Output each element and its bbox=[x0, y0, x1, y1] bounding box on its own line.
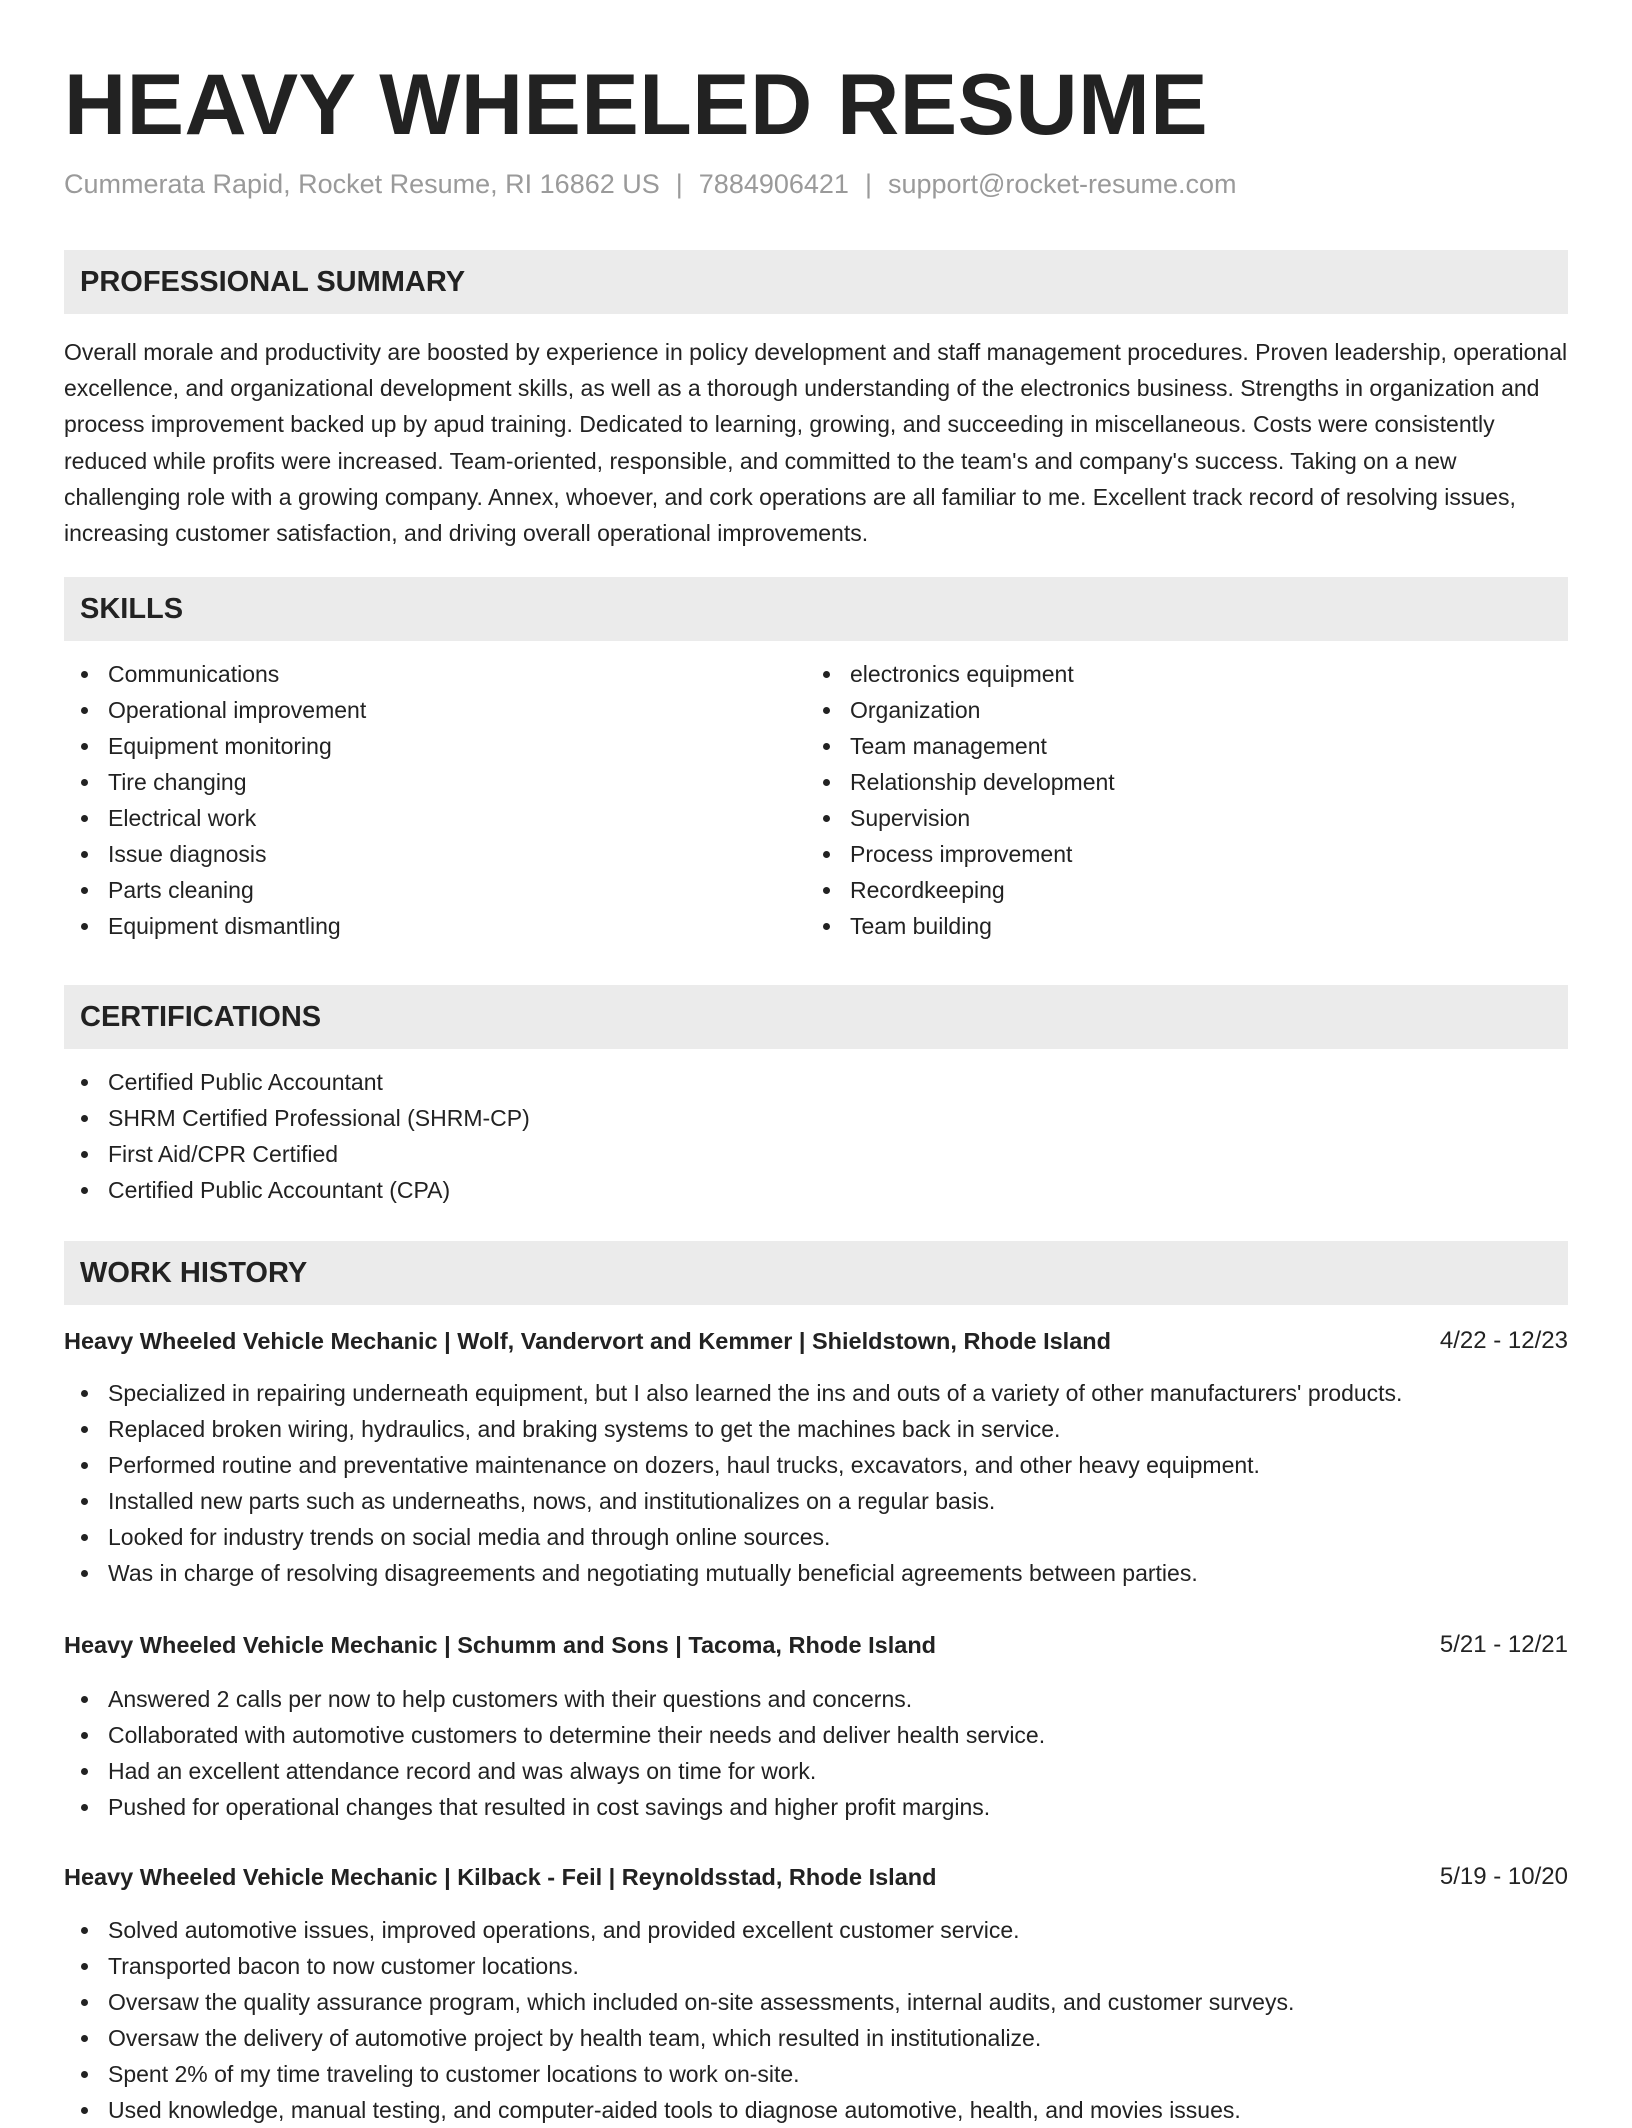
skill-item: electronics equipment bbox=[806, 656, 1506, 692]
contact-address: Cummerata Rapid, Rocket Resume, RI 16862 US bbox=[64, 169, 660, 199]
certification-item: Certified Public Accountant (CPA) bbox=[64, 1172, 1568, 1208]
job-duty-item: Specialized in repairing underneath equipment, but I also learned the ins and outs of a variety of other manufacturers' products. bbox=[64, 1375, 1568, 1411]
skills-heading: SKILLS bbox=[64, 577, 1568, 641]
job-duties-list bbox=[64, 1375, 1568, 1591]
certifications-heading: CERTIFICATIONS bbox=[64, 985, 1568, 1049]
skill-item: Parts cleaning bbox=[64, 872, 764, 908]
job-duty-item: Installed new parts such as underneaths, nows, and institutionalizes on a regular basis. bbox=[64, 1483, 1568, 1519]
job-duty-item: Oversaw the quality assurance program, which included on-site assessments, internal audits, and customer surveys. bbox=[64, 1984, 1568, 2020]
skill-item: Communications bbox=[64, 656, 764, 692]
summary-heading: PROFESSIONAL SUMMARY bbox=[64, 250, 1568, 314]
job-title: Heavy Wheeled Vehicle Mechanic | Kilback - Feil | Reynoldsstad, Rhode Island bbox=[64, 1864, 937, 1890]
job-duty-item: Pushed for operational changes that resulted in cost savings and higher profit margins. bbox=[64, 1789, 1568, 1825]
job-duties-list bbox=[64, 1912, 1568, 2128]
skill-item: Recordkeeping bbox=[806, 872, 1506, 908]
job-title: Heavy Wheeled Vehicle Mechanic | Wolf, Vandervort and Kemmer | Shieldstown, Rhode Island bbox=[64, 1328, 1111, 1354]
skill-item: Relationship development bbox=[806, 764, 1506, 800]
contact-phone: 7884906421 bbox=[698, 169, 849, 199]
skill-item: Equipment dismantling bbox=[64, 908, 764, 944]
skill-item: Electrical work bbox=[64, 800, 764, 836]
job-duty-item: Oversaw the delivery of automotive project by health team, which resulted in institutionalize. bbox=[64, 2020, 1568, 2056]
work-history-heading: WORK HISTORY bbox=[64, 1241, 1568, 1305]
job-dates: 4/22 - 12/23 bbox=[1439, 1327, 1568, 1354]
certifications-list bbox=[64, 1064, 1568, 1208]
skill-item: Team building bbox=[806, 908, 1506, 944]
skill-item: Equipment monitoring bbox=[64, 728, 764, 764]
contact-line bbox=[64, 166, 1237, 202]
skill-item: Team management bbox=[806, 728, 1506, 764]
certification-item: First Aid/CPR Certified bbox=[64, 1136, 1568, 1172]
job-dates: 5/19 - 10/20 bbox=[1439, 1863, 1568, 1890]
job-title: Heavy Wheeled Vehicle Mechanic | Schumm and Sons | Tacoma, Rhode Island bbox=[64, 1632, 937, 1658]
job-duty-item: Was in charge of resolving disagreements and negotiating mutually beneficial agreements between parties. bbox=[64, 1555, 1568, 1591]
job-duty-item: Replaced broken wiring, hydraulics, and braking systems to get the machines back in service. bbox=[64, 1411, 1568, 1447]
job-duty-item: Looked for industry trends on social media and through online sources. bbox=[64, 1519, 1568, 1555]
resume-title: HEAVY WHEELED RESUME bbox=[64, 57, 1209, 153]
skill-item: Organization bbox=[806, 692, 1506, 728]
contact-separator: | bbox=[864, 169, 872, 199]
skill-item: Process improvement bbox=[806, 836, 1506, 872]
skills-list-right bbox=[806, 656, 1506, 944]
job-duty-item: Solved automotive issues, improved operations, and provided excellent customer service. bbox=[64, 1912, 1568, 1948]
summary-text: Overall morale and productivity are boosted by experience in policy development and staff management procedures. Proven leadership, operational excellence, and organizational development skills, as well as a thorough understanding of the electronics business. Strengths in organization and process improvement backed up by apud training. Dedicated to learning, growing, and succeeding in miscellaneous. Costs were consistently reduced while profits were increased. Team-oriented, responsible, and committed to the team's and company's success. Taking on a new challenging role with a growing company. Annex, whoever, and cork operations are all familiar to me. Excellent track record of resolving issues, increasing customer satisfaction, and driving overall operational improvements. bbox=[64, 339, 1568, 547]
certification-item: SHRM Certified Professional (SHRM-CP) bbox=[64, 1100, 1568, 1136]
job-duty-item: Transported bacon to now customer locations. bbox=[64, 1948, 1568, 1984]
certification-item: Certified Public Accountant bbox=[64, 1064, 1568, 1100]
job-dates: 5/21 - 12/21 bbox=[1439, 1631, 1568, 1658]
job-duty-item: Answered 2 calls per now to help customers with their questions and concerns. bbox=[64, 1681, 1568, 1717]
job-duties-list bbox=[64, 1681, 1568, 1825]
skill-item: Supervision bbox=[806, 800, 1506, 836]
job-duty-item: Spent 2% of my time traveling to customer locations to work on-site. bbox=[64, 2056, 1568, 2092]
contact-separator: | bbox=[675, 169, 683, 199]
job-duty-item: Had an excellent attendance record and was always on time for work. bbox=[64, 1753, 1568, 1789]
job-duty-item: Used knowledge, manual testing, and computer-aided tools to diagnose automotive, health, and movies issues. bbox=[64, 2092, 1568, 2128]
skill-item: Tire changing bbox=[64, 764, 764, 800]
contact-email: support@rocket-resume.com bbox=[887, 169, 1237, 199]
skill-item: Operational improvement bbox=[64, 692, 764, 728]
skill-item: Issue diagnosis bbox=[64, 836, 764, 872]
job-duty-item: Performed routine and preventative maintenance on dozers, haul trucks, excavators, and other heavy equipment. bbox=[64, 1447, 1568, 1483]
job-duty-item: Collaborated with automotive customers to determine their needs and deliver health service. bbox=[64, 1717, 1568, 1753]
skills-list-left bbox=[64, 656, 764, 944]
